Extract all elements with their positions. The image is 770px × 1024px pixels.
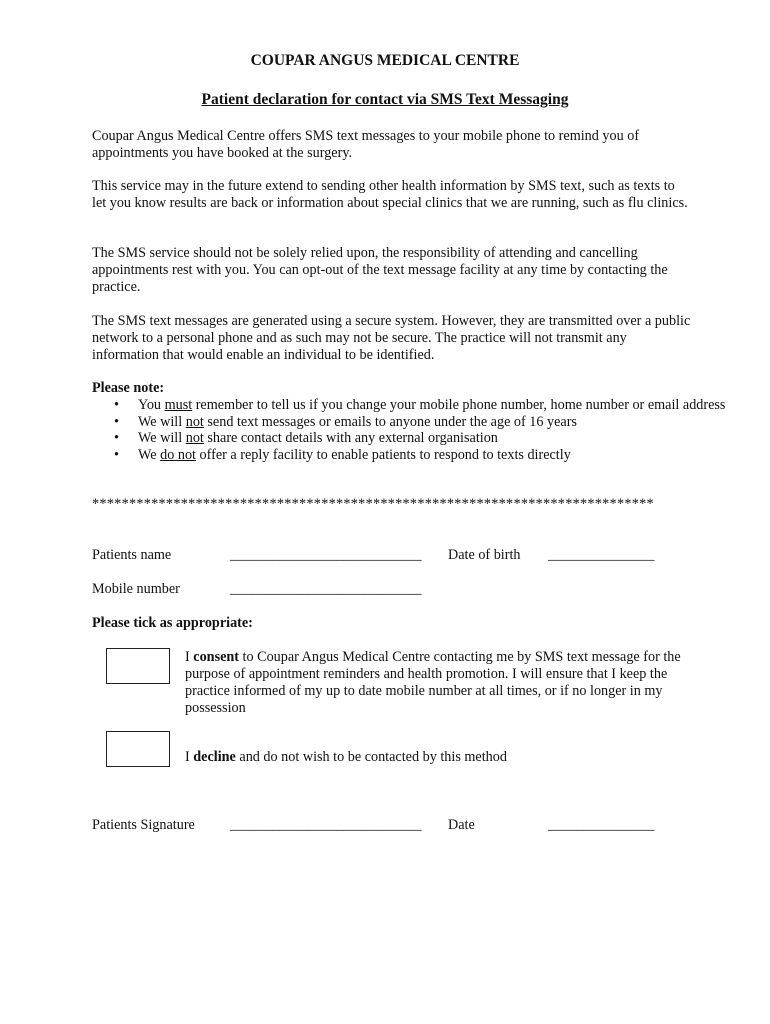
bullet-icon: • (114, 413, 119, 430)
signature-label: Patients Signature (92, 817, 195, 833)
separator: **************************************************************************** (92, 496, 654, 512)
signature-field[interactable]: ___________________________ (230, 817, 422, 833)
bullet-icon: • (114, 430, 119, 447)
notes-heading: Please note: (92, 380, 165, 396)
bullet-icon: • (114, 397, 119, 413)
emphasis: not (185, 413, 204, 430)
consent-keyword: consent (193, 649, 239, 665)
responsibility-paragraph: The SMS service should not be solely relied upon, the responsibility of attending and cancelling appointments rest with you. You can opt-out of the text message facility at any time by contacting the practice. (92, 245, 668, 295)
decline-checkbox[interactable] (106, 731, 170, 767)
future-service-paragraph: This service may in the future extend to sending other health information by SMS text, such as texts to let you know results are back or information about special clinics that we are running, such as flu clinics. (92, 178, 688, 211)
bullet-icon: • (114, 446, 119, 463)
notes-list (92, 397, 738, 463)
consent-statement: I consent to Coupar Angus Medical Centre contacting me by SMS text message for the purpose of appointment reminders and health promotion. I will ensure that I keep the practice informed of my up to date mobile number at all times, or if no longer in my possession (185, 649, 681, 716)
decline-statement: I decline and do not wish to be contacted by this method (185, 749, 507, 765)
date-field[interactable]: _______________ (548, 817, 655, 833)
emphasis: not (185, 430, 204, 447)
mobile-number-label: Mobile number (92, 581, 180, 597)
intro-paragraph: Coupar Angus Medical Centre offers SMS text messages to your mobile phone to remind you of appointments you have booked at the surgery. (92, 128, 640, 161)
page-subtitle: Patient declaration for contact via SMS Text Messaging (201, 91, 569, 108)
consent-checkbox[interactable] (106, 648, 170, 684)
date-of-birth-field[interactable]: _______________ (548, 547, 655, 563)
patients-name-field[interactable]: ___________________________ (230, 547, 422, 563)
patients-name-label: Patients name (92, 547, 172, 563)
page-title: COUPAR ANGUS MEDICAL CENTRE (250, 52, 520, 69)
mobile-number-field[interactable]: ___________________________ (230, 581, 422, 597)
security-paragraph: The SMS text messages are generated using a secure system. However, they are transmitted over a public network to a personal phone and as such may not be secure. The practice will not transmit any information that would enable an individual to be identified. (92, 313, 691, 363)
list-item: • You must remember to tell us if you change your mobile phone number, home number or email address (114, 397, 726, 413)
tick-heading: Please tick as appropriate: (92, 615, 253, 631)
emphasis: must (164, 397, 193, 413)
list-item: • We will not share contact details with any external organisation (114, 430, 498, 447)
list-item: • We do not offer a reply facility to enable patients to respond to texts directly (114, 446, 571, 463)
date-label: Date (448, 817, 475, 833)
emphasis: do not (160, 446, 196, 463)
date-of-birth-label: Date of birth (448, 547, 521, 563)
decline-keyword: decline (193, 749, 236, 765)
list-item: • We will not send text messages or emails to anyone under the age of 16 years (114, 413, 577, 430)
